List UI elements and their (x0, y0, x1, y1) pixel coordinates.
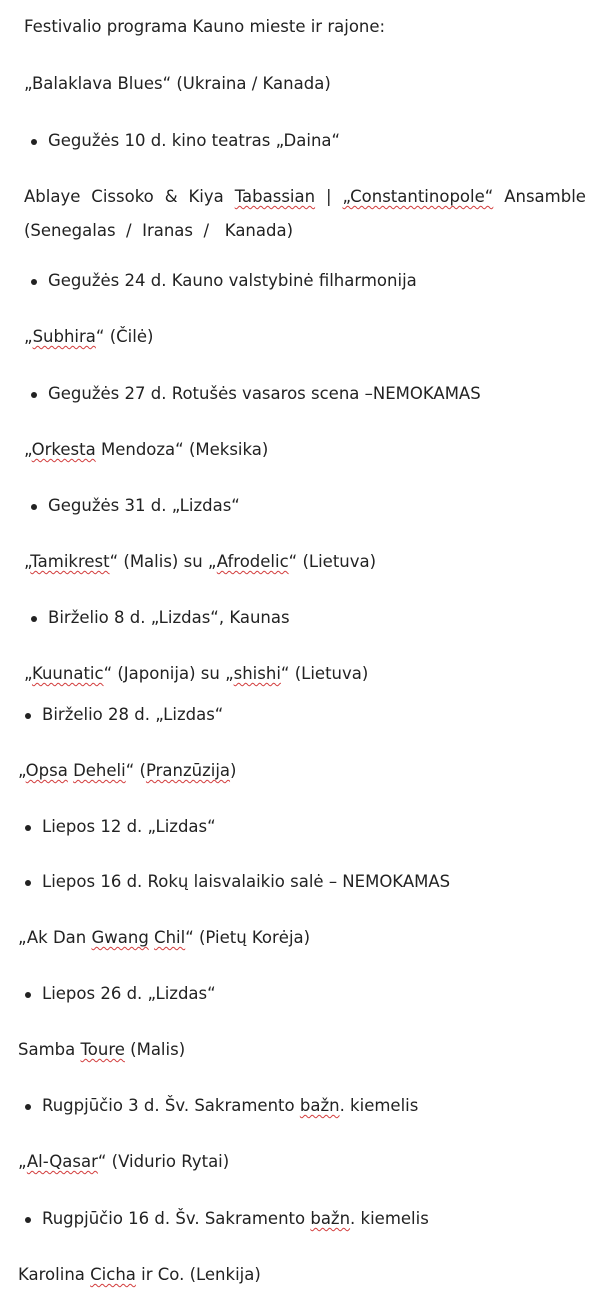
artist-line: „Orkesta Mendoza“ (Meksika) (24, 440, 269, 459)
event-date-item: Gegužės 10 d. kino teatras „Daina“ (48, 131, 341, 150)
event-date-item: Liepos 26 d. „Lizdas“ (42, 984, 216, 1003)
bullet-icon (31, 279, 37, 285)
artist-line-continued: (Senegalas / Iranas / Kanada) (24, 221, 294, 240)
artist-line: „Ak Dan Gwang Chil“ (Pietų Korėja) (18, 928, 311, 947)
bullet-icon (31, 392, 37, 398)
event-date-item: Birželio 8 d. „Lizdas“, Kaunas (48, 608, 290, 627)
bullet-icon (25, 1217, 31, 1223)
artist-line: „Balaklava Blues“ (Ukraina / Kanada) (24, 74, 331, 93)
bullet-icon (25, 1104, 31, 1110)
bullet-icon (25, 825, 31, 831)
artist-line: „Kuunatic“ (Japonija) su „shishi“ (Lietuva) (24, 664, 369, 683)
artist-line: „Opsa Deheli“ (Pranzūzija) (18, 761, 237, 780)
event-date-item: Gegužės 27 d. Rotušės vasaros scena –NEMOKAMAS (48, 384, 481, 403)
artist-line: Samba Toure (Malis) (18, 1040, 186, 1059)
event-date-item: Rugpjūčio 16 d. Šv. Sakramento bažn. kiemelis (42, 1209, 429, 1228)
event-date-item: Liepos 16 d. Rokų laisvalaikio salė – NEMOKAMAS (42, 872, 451, 891)
event-date-item: Gegužės 31 d. „Lizdas“ (48, 496, 240, 515)
artist-line: „Tamikrest“ (Malis) su „Afrodelic“ (Lietuva) (24, 552, 377, 571)
event-date-item: Liepos 12 d. „Lizdas“ (42, 817, 216, 836)
bullet-icon (25, 992, 31, 998)
artist-line: Ablaye Cissoko & Kiya Tabassian | „Constantinopole“ Ansamble (24, 187, 586, 206)
intro-text: Festivalio programa Kauno mieste ir rajone: (24, 17, 386, 36)
bullet-icon (31, 616, 37, 622)
event-date-item: Gegužės 24 d. Kauno valstybinė filharmonija (48, 271, 417, 290)
event-date-item: Rugpjūčio 3 d. Šv. Sakramento bažn. kiemelis (42, 1096, 419, 1115)
bullet-icon (25, 880, 31, 886)
artist-line: Karolina Cicha ir Co. (Lenkija) (18, 1265, 261, 1284)
artist-line: „Al-Qasar“ (Vidurio Rytai) (18, 1152, 230, 1171)
bullet-icon (25, 713, 31, 719)
bullet-icon (31, 139, 37, 145)
event-date-item: Birželio 28 d. „Lizdas“ (42, 705, 224, 724)
bullet-icon (31, 504, 37, 510)
artist-line: „Subhira“ (Čilė) (24, 327, 154, 346)
